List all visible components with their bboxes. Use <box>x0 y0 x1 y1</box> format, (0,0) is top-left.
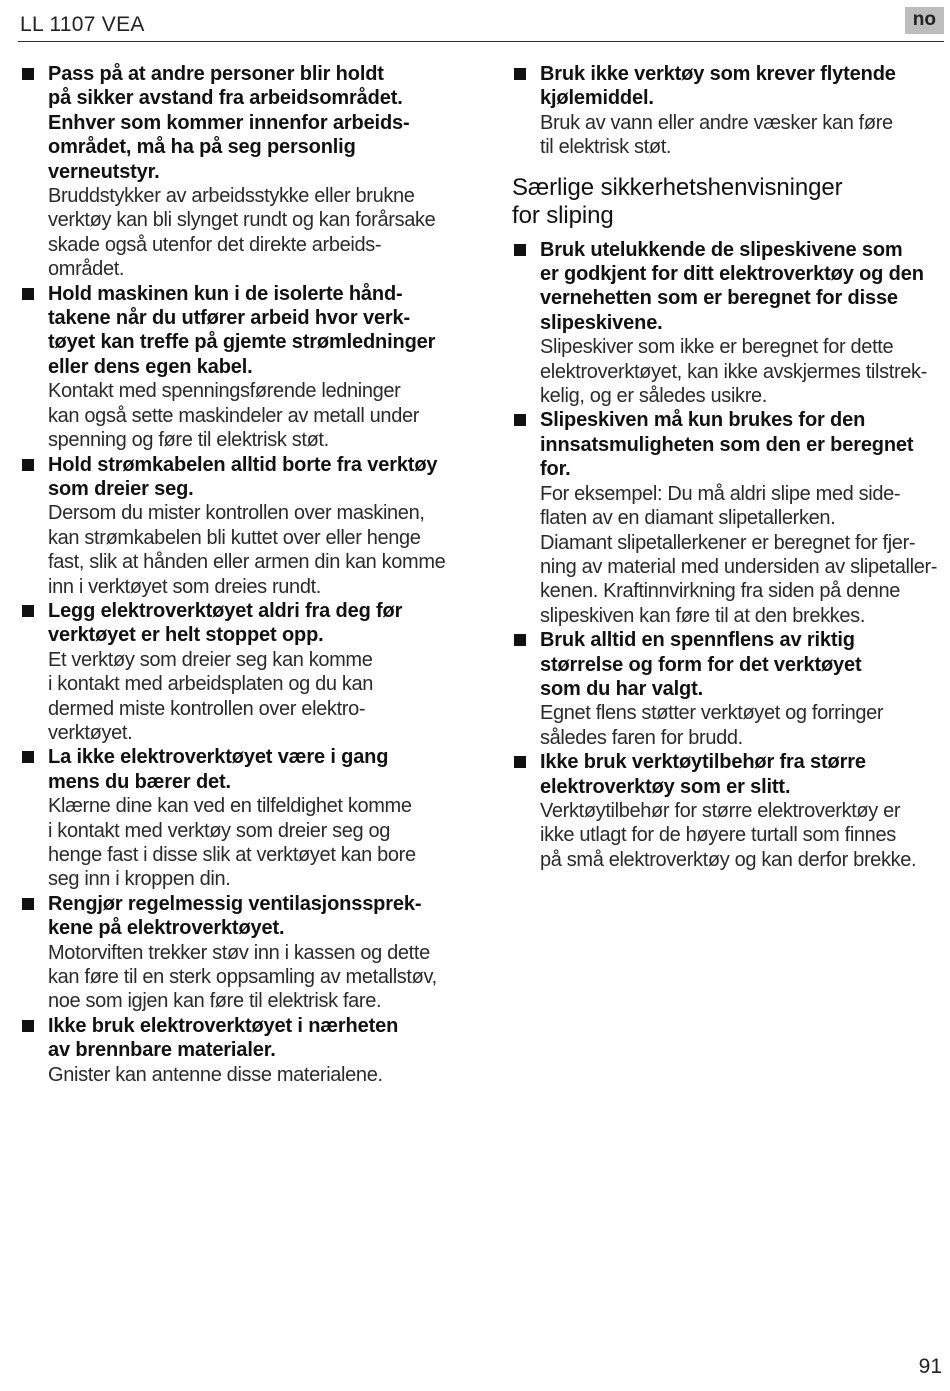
title-line: kjølemiddel. <box>540 87 654 110</box>
title-line: mens du bærer det. <box>48 770 231 793</box>
body-line: Motorviften trekker støv inn i kassen og dette <box>48 941 430 964</box>
square-bullet-icon <box>22 459 34 471</box>
title-line: tøyet kan treffe på gjemte strømledninger <box>48 331 436 354</box>
body-line: Dersom du mister kontrollen over maskinen, <box>48 502 425 525</box>
safety-item-body <box>48 648 460 746</box>
title-line: kene på elektroverktøyet. <box>48 917 285 940</box>
body-line: kan også sette maskindeler av metall under <box>48 404 420 427</box>
body-line: således faren for brudd. <box>540 726 743 749</box>
body-line: verktøy kan bli slynget rundt og kan forårsake <box>48 209 436 232</box>
title-line: eller dens egen kabel. <box>48 355 253 378</box>
title-line: Enhver som kommer innenfor arbeids- <box>48 111 410 134</box>
body-line: på små elektroverktøy og kan derfor brekke. <box>540 848 917 871</box>
safety-item <box>20 62 460 282</box>
title-line: Ikke bruk verktøytilbehør fra større <box>540 751 866 774</box>
body-line: verktøyet. <box>48 721 133 744</box>
safety-item-title <box>540 750 944 799</box>
page-header <box>18 10 944 42</box>
safety-item-body <box>48 501 460 599</box>
title-line: området, må ha på seg personlig <box>48 136 356 159</box>
title-line: Bruk utelukkende de slipeskivene som <box>540 238 903 261</box>
square-bullet-icon <box>22 68 34 80</box>
square-bullet-icon <box>22 605 34 617</box>
safety-item-body <box>540 701 944 750</box>
body-line: dermed miste kontrollen over elektro- <box>48 697 366 720</box>
square-bullet-icon <box>22 751 34 763</box>
body-line: Klærne dine kan ved en tilfeldighet komme <box>48 795 412 818</box>
safety-item-body <box>540 335 944 408</box>
body-line: Bruddstykker av arbeidsstykke eller brukne <box>48 185 415 208</box>
title-line: Hold maskinen kun i de isolerte hånd- <box>48 282 403 305</box>
body-line: Kontakt med spenningsførende ledninger <box>48 380 401 403</box>
body-line: noe som igjen kan føre til elektrisk fare. <box>48 990 382 1013</box>
square-bullet-icon <box>22 1020 34 1032</box>
body-line: Egnet flens støtter verktøyet og forringer <box>540 702 884 725</box>
body-line: Gnister kan antenne disse materialene. <box>48 1063 383 1086</box>
safety-item-title <box>48 1014 460 1063</box>
safety-item-title <box>48 892 460 941</box>
body-line: spenning og føre til elektrisk støt. <box>48 429 329 452</box>
body-line: kan strømkabelen bli kuttet over eller henge <box>48 526 421 549</box>
body-line: ikke utlagt for de høyere turtall som finnes <box>540 824 896 847</box>
square-bullet-icon <box>514 68 526 80</box>
title-line: som dreier seg. <box>48 477 194 500</box>
safety-item-title <box>540 628 944 701</box>
title-line: slipeskivene. <box>540 311 663 334</box>
body-line: For eksempel: Du må aldri slipe med side- <box>540 482 901 505</box>
body-line: fast, slik at hånden eller armen din kan komme <box>48 551 446 574</box>
page-number: 91 <box>918 1355 942 1378</box>
title-line: takene når du utfører arbeid hvor verk- <box>48 307 411 330</box>
section-heading <box>512 174 944 230</box>
title-line: La ikke elektroverktøyet være i gang <box>48 746 389 769</box>
safety-item-body <box>540 482 944 628</box>
body-line: i kontakt med arbeidsplaten og du kan <box>48 673 374 696</box>
title-line: er godkjent for ditt elektroverktøy og den <box>540 263 924 286</box>
right-column <box>512 62 944 872</box>
body-line: kelig, og er således usikre. <box>540 385 767 408</box>
body-line: Verktøytilbehør for større elektroverktøy er <box>540 799 901 822</box>
body-line: seg inn i kroppen din. <box>48 868 231 891</box>
title-line: Bruk ikke verktøy som krever flytende <box>540 63 896 85</box>
safety-item-body <box>540 799 944 872</box>
safety-item <box>20 282 460 453</box>
safety-item-title <box>48 599 460 648</box>
square-bullet-icon <box>514 414 526 426</box>
left-column <box>20 62 460 1087</box>
safety-item-title <box>48 62 460 184</box>
safety-item <box>512 628 944 750</box>
title-line: elektroverktøy som er slitt. <box>540 775 791 798</box>
safety-item-title <box>48 453 460 502</box>
title-line: verktøyet er helt stoppet opp. <box>48 624 324 647</box>
safety-item <box>20 1014 460 1087</box>
title-line: Slipeskiven må kun brukes for den <box>540 409 866 432</box>
safety-item <box>512 62 944 160</box>
square-bullet-icon <box>514 244 526 256</box>
title-line: Pass på at andre personer blir holdt <box>48 63 384 85</box>
body-line: i kontakt med verktøy som dreier seg og <box>48 819 391 842</box>
body-line: inn i verktøyet som dreies rundt. <box>48 575 322 598</box>
title-line: som du har valgt. <box>540 677 704 700</box>
safety-item-body <box>48 379 460 452</box>
safety-item-title <box>540 62 944 111</box>
square-bullet-icon <box>22 898 34 910</box>
body-line: Diamant slipetallerkener er beregnet for fjer- <box>540 531 916 554</box>
body-line: Et verktøy som dreier seg kan komme <box>48 648 373 671</box>
title-line: innsatsmuligheten som den er beregnet <box>540 433 914 456</box>
title-line: Rengjør regelmessig ventilasjonssprek- <box>48 892 422 915</box>
title-line: Hold strømkabelen alltid borte fra verktøy <box>48 453 438 476</box>
body-line: Slipeskiver som ikke er beregnet for dette <box>540 336 894 359</box>
body-line: skade også utenfor det direkte arbeids- <box>48 233 382 256</box>
title-line: av brennbare materialer. <box>48 1039 276 1062</box>
title-line: verneutstyr. <box>48 160 160 183</box>
safety-item <box>512 750 944 872</box>
title-line: størrelse og form for det verktøyet <box>540 653 862 676</box>
safety-item-body <box>48 184 460 282</box>
safety-item <box>20 892 460 1014</box>
body-line: elektroverktøyet, kan ikke avskjermes tilstrek- <box>540 360 927 383</box>
safety-item-body <box>48 941 460 1014</box>
safety-item <box>20 599 460 745</box>
safety-item-body <box>48 794 460 892</box>
safety-item <box>512 408 944 628</box>
safety-item-body <box>48 1063 460 1087</box>
document-title: LL 1107 VEA <box>20 13 145 36</box>
title-line: vernehetten som er beregnet for disse <box>540 287 898 310</box>
title-line: på sikker avstand fra arbeidsområdet. <box>48 87 403 110</box>
body-line: ning av material med undersiden av slipetaller- <box>540 555 938 578</box>
heading-line: for sliping <box>512 201 614 229</box>
square-bullet-icon <box>514 634 526 646</box>
heading-line: Særlige sikkerhetshenvisninger <box>512 173 843 201</box>
safety-item-body <box>540 111 944 160</box>
safety-item-title <box>540 238 944 336</box>
safety-item-title <box>48 282 460 380</box>
title-line: for. <box>540 458 571 481</box>
body-line: slipeskiven kan føre til at den brekkes. <box>540 604 866 627</box>
square-bullet-icon <box>514 756 526 768</box>
body-line: flaten av en diamant slipetallerken. <box>540 507 836 530</box>
body-line: kenen. Kraftinnvirkning fra siden på denne <box>540 580 900 603</box>
square-bullet-icon <box>22 288 34 300</box>
safety-item <box>512 238 944 409</box>
safety-item-title <box>540 408 944 481</box>
body-line: området. <box>48 258 125 281</box>
safety-item <box>20 745 460 891</box>
title-line: Bruk alltid en spennflens av riktig <box>540 629 855 652</box>
title-line: Legg elektroverktøyet aldri fra deg før <box>48 599 403 622</box>
body-line: kan føre til en sterk oppsamling av metallstøv, <box>48 966 437 989</box>
title-line: Ikke bruk elektroverktøyet i nærheten <box>48 1014 399 1037</box>
safety-item <box>20 453 460 599</box>
language-badge: no <box>905 7 944 34</box>
body-line: henge fast i disse slik at verktøyet kan bore <box>48 844 416 866</box>
safety-item-title <box>48 745 460 794</box>
body-line: til elektrisk støt. <box>540 136 672 159</box>
body-line: Bruk av vann eller andre væsker kan føre <box>540 111 893 134</box>
